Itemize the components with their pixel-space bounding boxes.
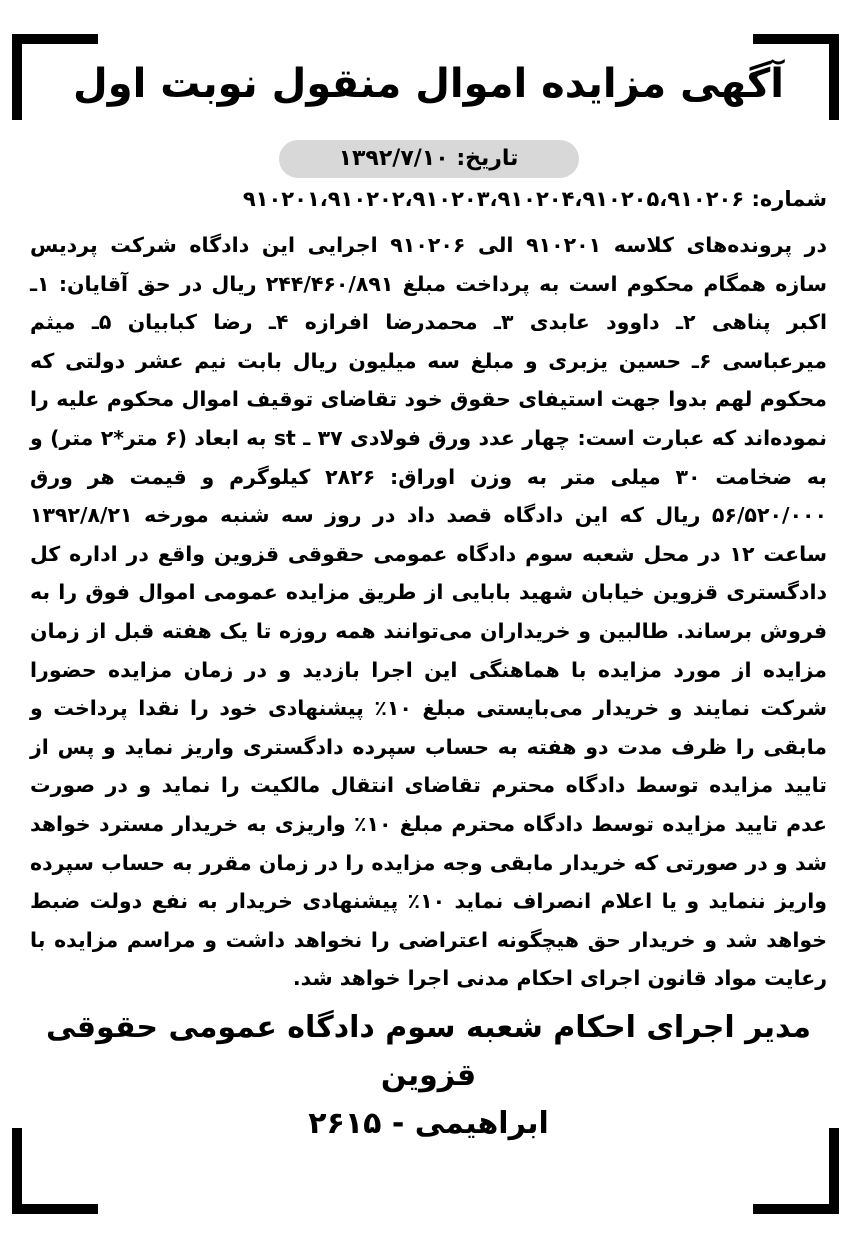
frame-corner-bottom-left-h [12, 1204, 98, 1214]
signature-block [26, 1004, 831, 1148]
notice-title: آگهی مزایده اموال منقول نوبت اول [73, 61, 784, 107]
auction-notice [26, 50, 831, 1200]
frame-corner-bottom-left-v [12, 1128, 22, 1214]
frame-corner-top-right-h [753, 34, 839, 44]
case-numbers: شماره: ۹۱۰۲۰۱،۹۱۰۲۰۲،۹۱۰۲۰۳،۹۱۰۲۰۴،۹۱۰۲۰۵،۹۱۰۲۰۶ [242, 187, 827, 211]
signature-name: ابراهیمی - ۲۶۱۵ [308, 1105, 549, 1141]
notice-body-text: در پرونده‌های کلاسه ۹۱۰۲۰۱ الی ۹۱۰۲۰۶ اجرایی این دادگاه شرکت پردیس سازه همگام محکوم است به پرداخت مبلغ ۲۴۴/۴۶۰/۸۹۱ ریال در حق آقایان: ۱ـ اکبر پناهی ۲ـ داوود عابدی ۳ـ محمدرضا افرازه ۴ـ رضا کبابیان ۵ـ میثم میرعباسی ۶ـ حسین یزبری و مبلغ سه میلیون ریال بابت نیم عشر دولتی که محکوم لهم بدوا جهت استیفای حقوق خود تقاضای توقیف اموال محکوم علیه را نموده‌اند که عبارت است: چهار عدد ورق فولادی ۳۷ ـ st به ابعاد (۶ متر*۲ متر) و به ضخامت ۳۰ میلی متر به وزن اوراق: ۲۸۲۶ کیلوگرم و قیمت هر ورق ۵۶/۵۲۰/۰۰۰ ریال که این دادگاه قصد داد در روز سه شنبه مورخه ۱۳۹۲/۸/۲۱ ساعت ۱۲ در محل شعبه سوم دادگاه عمومی حقوقی قزوین واقع در اداره کل دادگستری قزوین خیابان شهید بابایی از طریق مزایده عمومی اموال فوق را به فروش برساند. طالبین و خریداران می‌توانند همه روزه تا یک هفته قبل از زمان مزایده از مورد مزایده با هماهنگی این اجرا بازدید و در زمان مزایده حضورا شرکت نمایند و خریدار می‌بایستی مبلغ ۱۰٪ پیشنهادی خود را نقدا پرداخت و مابقی را ظرف مدت دو هفته به حساب سپرده دادگستری واریز نماید و پس از تایید مزایده توسط دادگاه محترم تقاضای انتقال مالکیت را نماید و در صورت عدم تایید مزایده توسط دادگاه محترم مبلغ ۱۰٪ واریزی به خریدار مسترد خواهد شد و در صورتی که خریدار مابقی وجه مزایده را در زمان مقرر به حساب سپرده واریز ننماید و یا اعلام انصراف نماید ۱۰٪ پیشنهادی خریدار به نفع دولت ضبط خواهد شد و خریدار حق هیچگونه اعتراضی را نخواهد داشت و مراسم مزایده با رعایت مواد قانون اجرای احکام مدنی اجرا خواهد شد. [30, 233, 828, 991]
frame-corner-top-left-h [12, 34, 98, 44]
date-badge: تاریخ: ۱۳۹۲/۷/۱۰ [279, 140, 579, 178]
notice-body [26, 226, 831, 998]
frame-corner-bottom-right-h [753, 1204, 839, 1214]
frame-corner-top-left-v [12, 34, 22, 120]
signature-title: مدیر اجرای احکام شعبه سوم دادگاه عمومی حقوقی قزوین [46, 1009, 811, 1093]
